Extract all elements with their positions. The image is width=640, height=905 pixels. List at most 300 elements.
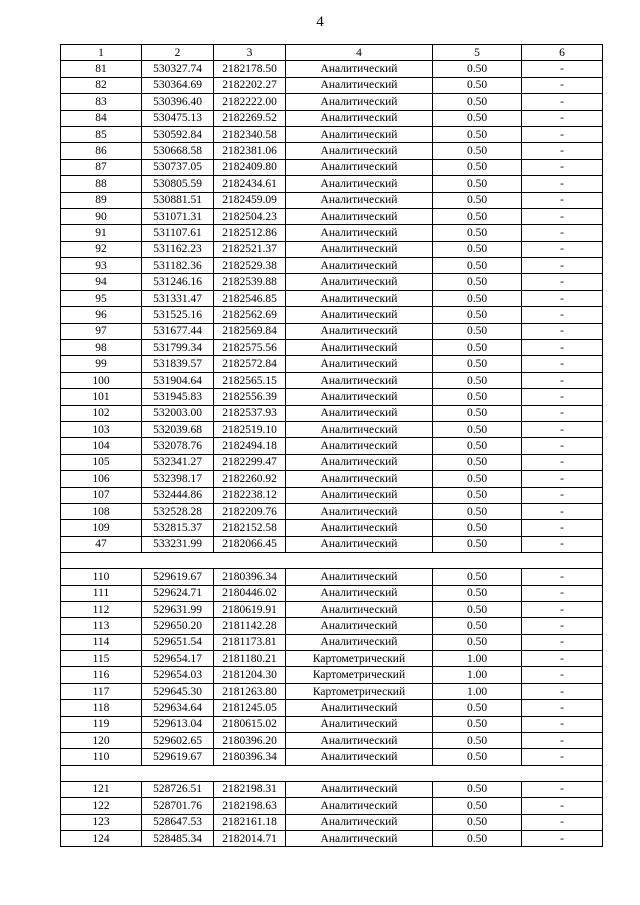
table-cell: - [522,176,603,192]
table-row [61,126,603,142]
table-row [61,520,603,536]
table-row [61,487,603,503]
table-row [61,405,603,421]
table-cell: 532078.76 [142,438,214,454]
table-cell: 532528.28 [142,503,214,519]
header-cell: 4 [286,45,433,61]
table-cell: 0.50 [433,798,522,814]
table-cell: 101 [61,389,142,405]
table-cell: 2181180.21 [214,651,286,667]
table-row [61,274,603,290]
table-cell: 2181173.81 [214,634,286,650]
table-row [61,110,603,126]
table-row [61,569,603,585]
table-row [61,159,603,175]
table-cell: 2182198.31 [214,781,286,797]
table-cell: 95 [61,290,142,306]
table-cell: 85 [61,126,142,142]
table-cell: 117 [61,683,142,699]
table-cell: 2182556.39 [214,389,286,405]
table-cell: 47 [61,536,142,552]
table-cell: 91 [61,225,142,241]
table-cell: 529619.67 [142,749,214,765]
table-cell: - [522,438,603,454]
table-cell: 528485.34 [142,830,214,846]
table-cell: 119 [61,716,142,732]
table-cell: 0.50 [433,208,522,224]
table-cell: 88 [61,176,142,192]
header-cell: 6 [522,45,603,61]
table-cell: Аналитический [286,536,433,552]
table-cell: 530327.74 [142,61,214,77]
table-cell: 2182459.09 [214,192,286,208]
table-cell: Аналитический [286,389,433,405]
table-row [61,356,603,372]
table-cell: 2182340.58 [214,126,286,142]
table-cell: - [522,471,603,487]
table-cell: 96 [61,307,142,323]
table-cell: 82 [61,77,142,93]
table-cell: 532815.37 [142,520,214,536]
table-cell: - [522,94,603,110]
table-row [61,143,603,159]
table-cell: 2182238.12 [214,487,286,503]
table-cell: 92 [61,241,142,257]
table-cell: 2182546.85 [214,290,286,306]
table-cell: 2182269.52 [214,110,286,126]
table-cell: 97 [61,323,142,339]
table-cell: 83 [61,94,142,110]
table-cell: Аналитический [286,716,433,732]
table-cell: 2182529.38 [214,258,286,274]
table-row [61,421,603,437]
table-cell: 530881.51 [142,192,214,208]
table-cell: 2182434.61 [214,176,286,192]
table-cell: Аналитический [286,143,433,159]
table-cell: Аналитический [286,290,433,306]
table-cell: 0.50 [433,421,522,437]
table-cell: - [522,733,603,749]
table-cell: - [522,601,603,617]
table-cell: 0.50 [433,716,522,732]
table-cell: - [522,126,603,142]
table-cell: 0.50 [433,61,522,77]
page-number: 4 [316,14,324,30]
table-row [61,814,603,830]
table-row [61,389,603,405]
table-row [61,651,603,667]
table-cell: - [522,241,603,257]
table-row [61,438,603,454]
table-cell: 531904.64 [142,372,214,388]
table-cell: 121 [61,781,142,797]
table-cell: - [522,143,603,159]
table-cell: 2182178.50 [214,61,286,77]
table-cell: 94 [61,274,142,290]
table-cell: 0.50 [433,749,522,765]
table-row [61,77,603,93]
table-cell: Аналитический [286,258,433,274]
table-cell: 2182521.37 [214,241,286,257]
table-cell: 529602.65 [142,733,214,749]
table-cell: Аналитический [286,471,433,487]
table-cell: Аналитический [286,438,433,454]
table-cell: Аналитический [286,569,433,585]
table-cell: 531246.16 [142,274,214,290]
table-cell: 2180615.02 [214,716,286,732]
separator-cell [61,553,603,569]
table-cell: 529650.20 [142,618,214,634]
table-body [61,45,603,847]
table-cell: 0.50 [433,225,522,241]
table-cell: 2182562.69 [214,307,286,323]
table-cell: 530737.05 [142,159,214,175]
table-cell: 2182152.58 [214,520,286,536]
table-cell: Аналитический [286,405,433,421]
table-cell: 0.50 [433,471,522,487]
table-cell: 530668.58 [142,143,214,159]
table-row [61,716,603,732]
table-row [61,323,603,339]
table-row [61,94,603,110]
table-cell: 0.50 [433,781,522,797]
table-cell: - [522,667,603,683]
table-cell: 105 [61,454,142,470]
table-cell: 2182198.63 [214,798,286,814]
table-cell: 530396.40 [142,94,214,110]
table-cell: - [522,274,603,290]
table-cell: 532444.86 [142,487,214,503]
table-cell: - [522,781,603,797]
table-cell: - [522,405,603,421]
group-separator-row [61,765,603,781]
table-cell: Аналитический [286,733,433,749]
table-row [61,585,603,601]
table-cell: 98 [61,340,142,356]
table-cell: 530364.69 [142,77,214,93]
table-cell: 0.50 [433,290,522,306]
table-cell: 2182565.15 [214,372,286,388]
table-cell: 0.50 [433,700,522,716]
table-cell: 532341.27 [142,454,214,470]
table-cell: - [522,454,603,470]
table-row [61,667,603,683]
table-cell: 531071.31 [142,208,214,224]
table-cell: - [522,323,603,339]
table-cell: 531677.44 [142,323,214,339]
table-cell: 113 [61,618,142,634]
table-cell: - [522,814,603,830]
group-separator-row [61,553,603,569]
table-cell: 0.50 [433,176,522,192]
table-cell: - [522,77,603,93]
table-cell: 531799.34 [142,340,214,356]
table-cell: Аналитический [286,700,433,716]
table-row [61,241,603,257]
table-cell: 2182537.93 [214,405,286,421]
table-cell: 0.50 [433,814,522,830]
table-cell: - [522,503,603,519]
table-cell: 116 [61,667,142,683]
table-cell: 2182014.71 [214,830,286,846]
table-cell: - [522,258,603,274]
table-cell: - [522,651,603,667]
table-row [61,830,603,846]
table-cell: 118 [61,700,142,716]
table-cell: Аналитический [286,454,433,470]
table-cell: Аналитический [286,634,433,650]
table-cell: 0.50 [433,569,522,585]
table-cell: 529654.03 [142,667,214,683]
table-cell: 532398.17 [142,471,214,487]
table-row [61,454,603,470]
table-cell: 106 [61,471,142,487]
table-cell: - [522,716,603,732]
table-cell: 0.50 [433,110,522,126]
table-cell: 530805.59 [142,176,214,192]
table-cell: Аналитический [286,372,433,388]
table-cell: Аналитический [286,340,433,356]
table-cell: - [522,683,603,699]
table-cell: 2182161.18 [214,814,286,830]
table-cell: 0.50 [433,340,522,356]
table-cell: - [522,700,603,716]
coordinates-table [60,44,603,847]
table-cell: 0.50 [433,601,522,617]
table-cell: 532003.00 [142,405,214,421]
table-cell: 0.50 [433,356,522,372]
table-cell: 2182519.10 [214,421,286,437]
table-cell: 2181204.30 [214,667,286,683]
table-cell: 0.50 [433,274,522,290]
table-cell: - [522,749,603,765]
table-cell: - [522,290,603,306]
table-cell: Аналитический [286,618,433,634]
header-cell: 2 [142,45,214,61]
table-cell: Аналитический [286,225,433,241]
table-cell: 2181263.80 [214,683,286,699]
table-cell: Аналитический [286,192,433,208]
table-cell: 529654.17 [142,651,214,667]
table-row [61,536,603,552]
table-cell: 529645.30 [142,683,214,699]
table-cell: - [522,830,603,846]
table-cell: 2180396.20 [214,733,286,749]
table-cell: 124 [61,830,142,846]
table-row [61,340,603,356]
table-cell: 93 [61,258,142,274]
table-cell: 100 [61,372,142,388]
table-cell: 90 [61,208,142,224]
table-cell: 2182512.86 [214,225,286,241]
table-cell: Аналитический [286,176,433,192]
table-cell: 109 [61,520,142,536]
table-cell: - [522,372,603,388]
table-cell: 122 [61,798,142,814]
table-cell: 0.50 [433,241,522,257]
table-cell: 114 [61,634,142,650]
table-cell: 533231.99 [142,536,214,552]
table-cell: 529624.71 [142,585,214,601]
table-row [61,749,603,765]
table-row [61,225,603,241]
table-cell: 0.50 [433,618,522,634]
table-cell: - [522,569,603,585]
table-cell: 529619.67 [142,569,214,585]
table-cell: 0.50 [433,307,522,323]
table-cell: 2182494.18 [214,438,286,454]
table-row [61,290,603,306]
table-cell: 2180396.34 [214,569,286,585]
table-cell: 0.50 [433,77,522,93]
table-cell: 531839.57 [142,356,214,372]
table-cell: 0.50 [433,405,522,421]
table-cell: Аналитический [286,126,433,142]
table-cell: 0.50 [433,143,522,159]
header-cell: 3 [214,45,286,61]
table-cell: 108 [61,503,142,519]
table-cell: 0.50 [433,389,522,405]
table-row [61,798,603,814]
table-cell: 532039.68 [142,421,214,437]
table-cell: 0.50 [433,372,522,388]
table-cell: Аналитический [286,830,433,846]
table-cell: Аналитический [286,814,433,830]
table-cell: - [522,520,603,536]
table-cell: 529631.99 [142,601,214,617]
table-row [61,471,603,487]
table-cell: Картометрический [286,683,433,699]
table-cell: Аналитический [286,94,433,110]
table-cell: 86 [61,143,142,159]
table-cell: Аналитический [286,159,433,175]
table-row [61,372,603,388]
table-cell: 111 [61,585,142,601]
table-cell: 2182539.88 [214,274,286,290]
table-cell: 2181245.05 [214,700,286,716]
table-cell: - [522,208,603,224]
table-row [61,634,603,650]
table-cell: 0.50 [433,454,522,470]
table-cell: 531331.47 [142,290,214,306]
table-row [61,307,603,323]
table-cell: 529634.64 [142,700,214,716]
table-cell: 0.50 [433,830,522,846]
table-cell: - [522,225,603,241]
table-cell: 2182504.23 [214,208,286,224]
table-cell: 0.50 [433,536,522,552]
table-cell: 530592.84 [142,126,214,142]
table-cell: Аналитический [286,798,433,814]
table-cell: 1.00 [433,667,522,683]
table-row [61,781,603,797]
table-cell: 2180619.91 [214,601,286,617]
table-cell: 2182202.27 [214,77,286,93]
table-cell: - [522,159,603,175]
table-cell: 0.50 [433,126,522,142]
table-cell: 99 [61,356,142,372]
header-cell: 5 [433,45,522,61]
table-cell: - [522,389,603,405]
table-cell: 2182575.56 [214,340,286,356]
table-cell: Аналитический [286,274,433,290]
table-cell: 531182.36 [142,258,214,274]
table-cell: 528701.76 [142,798,214,814]
table-cell: - [522,356,603,372]
table-cell: 89 [61,192,142,208]
table-cell: 1.00 [433,683,522,699]
table-cell: 2182381.06 [214,143,286,159]
table-row [61,618,603,634]
table-cell: 0.50 [433,94,522,110]
table-cell: 2180396.34 [214,749,286,765]
table-cell: Аналитический [286,61,433,77]
table-cell: - [522,798,603,814]
table-cell: 528726.51 [142,781,214,797]
table-cell: 2182409.80 [214,159,286,175]
table-cell: 2182299.47 [214,454,286,470]
table-cell: 81 [61,61,142,77]
table-cell: 87 [61,159,142,175]
table-cell: Аналитический [286,77,433,93]
table-cell: 1.00 [433,651,522,667]
table-cell: Аналитический [286,323,433,339]
table-cell: Аналитический [286,208,433,224]
separator-cell [61,765,603,781]
table-cell: 529651.54 [142,634,214,650]
table-cell: 531525.16 [142,307,214,323]
table-cell: - [522,618,603,634]
table-cell: - [522,307,603,323]
table-cell: 2182572.84 [214,356,286,372]
table-cell: 0.50 [433,585,522,601]
table-cell: - [522,192,603,208]
table-cell: - [522,61,603,77]
table-cell: Аналитический [286,421,433,437]
table-row [61,601,603,617]
table-cell: 531107.61 [142,225,214,241]
table-cell: 102 [61,405,142,421]
table-cell: 531945.83 [142,389,214,405]
table-cell: 0.50 [433,520,522,536]
table-cell: Аналитический [286,307,433,323]
table-row [61,176,603,192]
table-cell: 0.50 [433,733,522,749]
table-row [61,208,603,224]
table-cell: 0.50 [433,258,522,274]
table-row [61,192,603,208]
table-cell: 530475.13 [142,110,214,126]
table-cell: Аналитический [286,749,433,765]
table-cell: Картометрический [286,651,433,667]
table-row [61,683,603,699]
table-cell: 0.50 [433,159,522,175]
table-cell: 531162.23 [142,241,214,257]
table-cell: - [522,536,603,552]
table-cell: 112 [61,601,142,617]
table-cell: 2181142.28 [214,618,286,634]
table-cell: - [522,634,603,650]
table-cell: 103 [61,421,142,437]
table-cell: Аналитический [286,110,433,126]
table-cell: Аналитический [286,503,433,519]
table-cell: 2182260.92 [214,471,286,487]
header-cell: 1 [61,45,142,61]
table-cell: - [522,340,603,356]
table-cell: Картометрический [286,667,433,683]
table-cell: Аналитический [286,487,433,503]
table-row [61,700,603,716]
